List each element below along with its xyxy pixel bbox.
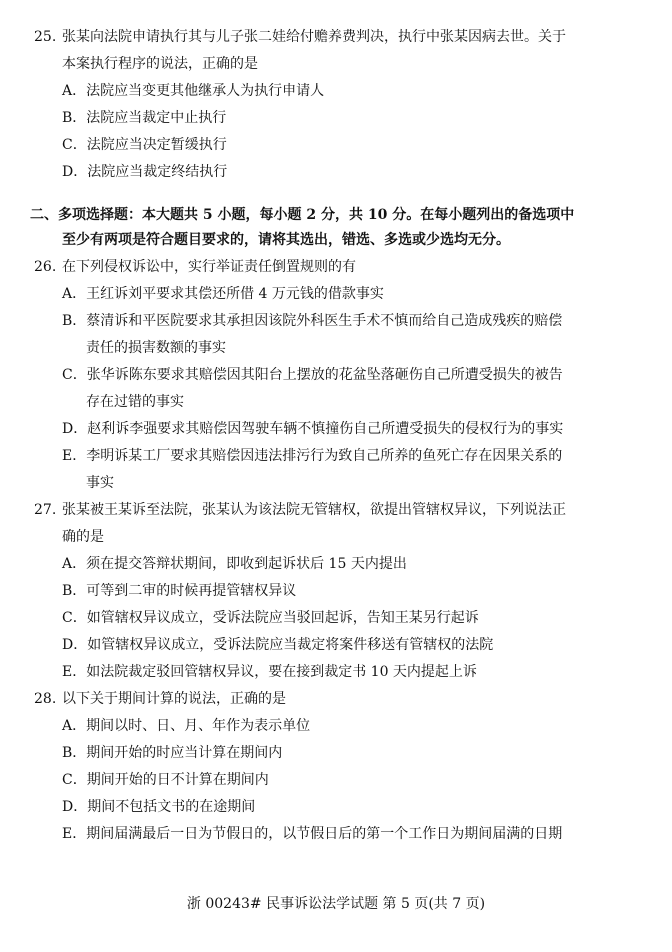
q28-option-e: E．期间届满最后一日为节假日的，以节假日后的第一个工作日为期间届满的日期 [62,826,563,842]
q26-stem: 在下列侵权诉讼中，实行举证责任倒置规则的有 [62,259,356,275]
q25-option-d: D．法院应当裁定终结执行 [62,164,228,180]
q26-number: 26. [34,259,57,275]
q28-number: 28. [34,691,57,707]
page-footer: 浙 00243# 民事诉讼法学试题 第 5 页(共 7 页) [186,896,486,912]
q27-number: 27. [34,502,57,518]
section2-heading-line2: 至少有两项是符合题目要求的，请将其选出，错选、多选或少选均无分。 [62,232,510,248]
q28-option-b: B．期间开始的时应当计算在期间内 [62,745,283,761]
q27-option-b: B．可等到二审的时候再提管辖权异议 [62,583,297,599]
q25-option-b: B．法院应当裁定中止执行 [62,110,227,126]
q28-option-d: D．期间不包括文书的在途期间 [62,799,256,815]
q26-option-e-line2: 事实 [86,475,114,491]
section2-heading-line1: 二、多项选择题：本大题共 5 小题，每小题 2 分，共 10 分。在每小题列出的备选项中 [30,207,575,223]
q27-stem-line2: 确的是 [62,529,104,545]
q28-option-c: C．期间开始的日不计算在期间内 [62,772,269,788]
q26-option-b-line1: B．蔡清诉和平医院要求其承担因该院外科医生手术不慎而给自己造成残疾的赔偿 [62,313,563,329]
q27-option-c: C．如管辖权异议成立，受诉法院应当驳回起诉，告知王某另行起诉 [62,610,479,626]
q26-option-b-line2: 责任的损害数额的事实 [86,340,226,356]
q26-option-e-line1: E．李明诉某工厂要求其赔偿因违法排污行为致自己所养的鱼死亡存在因果关系的 [62,448,563,464]
q26-option-c-line1: C．张华诉陈东要求其赔偿因其阳台上摆放的花盆坠落砸伤自己所遭受损失的被告 [62,367,563,383]
q25-number: 25. [34,29,57,45]
q26-option-d: D．赵利诉李强要求其赔偿因驾驶车辆不慎撞伤自己所遭受损失的侵权行为的事实 [62,421,564,437]
q28-stem: 以下关于期间计算的说法，正确的是 [62,691,286,707]
q26-option-c-line2: 存在过错的事实 [86,394,184,410]
q28-option-a: A．期间以时、日、月、年作为表示单位 [62,718,311,734]
q27-stem-line1: 张某被王某诉至法院，张某认为该法院无管辖权，欲提出管辖权异议，下列说法正 [62,502,566,518]
q27-option-e: E．如法院裁定驳回管辖权异议，要在接到裁定书 10 天内提起上诉 [62,664,477,680]
q27-option-d: D．如管辖权异议成立，受诉法院应当裁定将案件移送有管辖权的法院 [62,637,494,653]
q25-stem-line1: 张某向法院申请执行其与儿子张二娃给付赡养费判决，执行中张某因病去世。关于 [62,29,566,45]
q25-stem-line2: 本案执行程序的说法，正确的是 [62,56,258,72]
q26-option-a: A．王红诉刘平要求其偿还所借 4 万元钱的借款事实 [62,286,384,302]
q27-option-a: A．须在提交答辩状期间，即收到起诉状后 15 天内提出 [62,556,407,572]
q25-option-a: A．法院应当变更其他继承人为执行申请人 [62,83,325,99]
q25-option-c: C．法院应当决定暂缓执行 [62,137,227,153]
